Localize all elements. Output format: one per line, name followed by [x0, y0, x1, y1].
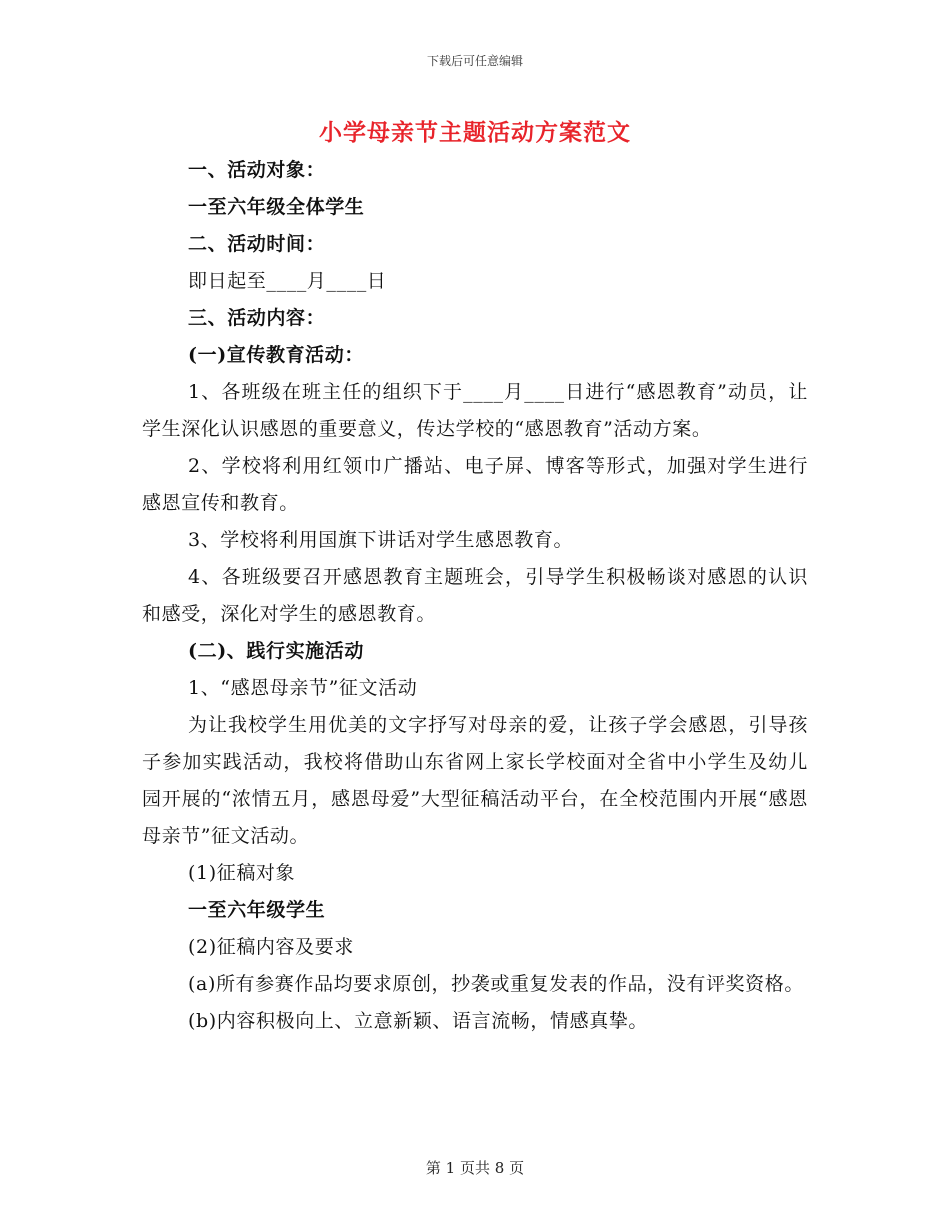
- paragraph-item: (b)内容积极向上、立意新颖、语言流畅，情感真挚。: [188, 1010, 648, 1032]
- document-body: [142, 152, 808, 1040]
- page-footer: 第 1 页共 8 页: [425, 1159, 525, 1177]
- subsection-heading-practice: (二)、践行实施活动: [188, 640, 364, 662]
- paragraph-item: 4、各班级要召开感恩教育主题班会，引导学生积极畅谈对感恩的认识和感受，深化对学生的感恩教育。: [142, 566, 808, 625]
- paragraph-item: (1)征稿对象: [188, 862, 296, 884]
- paragraph-item: (2)征稿内容及要求: [188, 936, 354, 958]
- paragraph-body: 为让我校学生用优美的文字抒写对母亲的爱，让孩子学会感恩，引导孩子参加实践活动，我校将借助山东省网上家长学校面对全省中小学生及幼儿园开展的“浓情五月，感恩母爱”大型征稿活动平台，在全校范围内开展“感恩母亲节”征文活动。: [142, 714, 808, 847]
- document-title: 小学母亲节主题活动方案范文: [319, 119, 631, 146]
- paragraph-time: 即日起至____月____日: [188, 270, 387, 292]
- paragraph-target: 一至六年级全体学生: [188, 196, 365, 218]
- paragraph-item: 一至六年级学生: [188, 899, 326, 921]
- section-heading-target: 一、活动对象：: [188, 159, 326, 181]
- paragraph-item: 1、各班级在班主任的组织下于____月____日进行“感恩教育”动员，让学生深化认识感恩的重要意义，传达学校的“感恩教育”活动方案。: [142, 381, 808, 440]
- subsection-heading-education: (一)宣传教育活动：: [188, 344, 364, 366]
- paragraph-item: 3、学校将利用国旗下讲话对学生感恩教育。: [188, 529, 574, 551]
- section-heading-time: 二、活动时间：: [188, 233, 326, 255]
- paragraph-item: (a)所有参赛作品均要求原创，抄袭或重复发表的作品，没有评奖资格。: [188, 973, 804, 995]
- paragraph-item: 1、“感恩母亲节”征文活动: [188, 677, 418, 699]
- paragraph-item: 2、学校将利用红领巾广播站、电子屏、博客等形式，加强对学生进行感恩宣传和教育。: [142, 455, 808, 514]
- section-heading-content: 三、活动内容：: [188, 307, 326, 329]
- page-header: 下载后可任意编辑: [426, 54, 523, 68]
